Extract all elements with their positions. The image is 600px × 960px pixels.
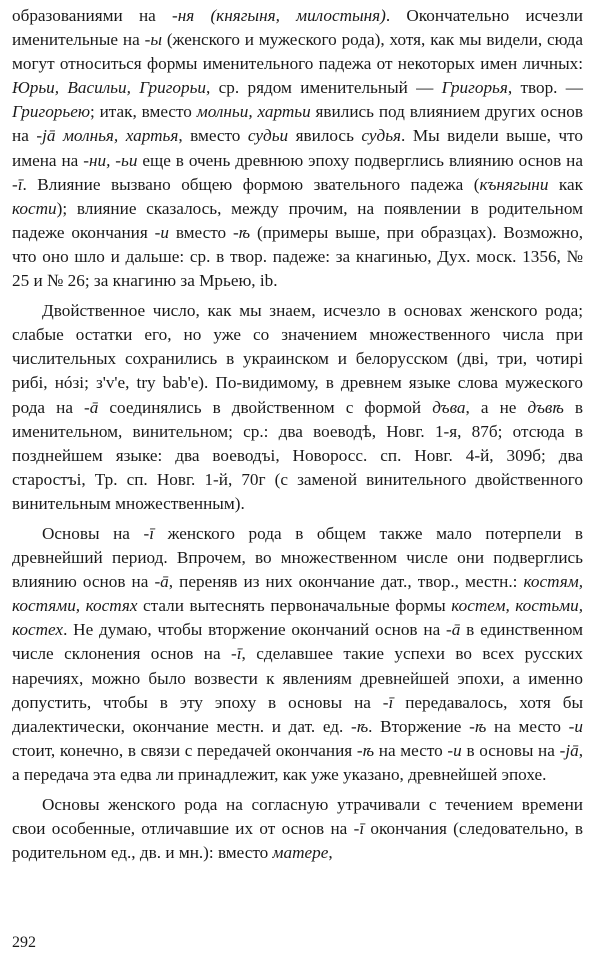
italic-run: -ня (княгыня, милостыня) xyxy=(172,6,386,25)
italic-run: -и xyxy=(447,740,462,760)
italic-run: -ѣ xyxy=(356,740,375,760)
text-run: стоит, конечно, в связи с передачей окончания xyxy=(12,740,357,760)
text-run: женского рода в общем также мало потерпели в древнейший период. Впрочем, во множественном числе они подверглись влиянию основ на xyxy=(12,523,584,592)
italic-run: Григорьею xyxy=(12,102,90,122)
text-run: вместо xyxy=(168,222,233,242)
italic-run: -и xyxy=(568,716,583,736)
italic-run: -ѣ xyxy=(350,716,369,736)
italic-run: -ѣ xyxy=(232,222,251,242)
italic-run: судья xyxy=(361,126,402,146)
italic-run: -ā xyxy=(446,620,461,640)
italic-run: -ī xyxy=(12,174,23,194)
text-run: на место xyxy=(486,716,569,736)
text-run: образованиями на xyxy=(12,6,172,25)
text-run: ); влияние сказалось, между прочим, на появлении в родительном падеже окончания xyxy=(12,198,583,242)
text-run: , твор. — xyxy=(507,78,583,98)
paragraph xyxy=(12,4,583,293)
italic-run: -и xyxy=(154,222,169,242)
text-run: , ср. рядом именительный — xyxy=(206,78,442,98)
text-run: явились под влиянием других основ на xyxy=(12,102,584,146)
italic-run: -jā xyxy=(559,740,579,760)
text-run: . Окончательно исчезли именительные на xyxy=(12,6,583,50)
text-run: Основы женского рода на согласную утрачивали с течением времени свои особенные, отличавшие их от основ на xyxy=(12,795,583,839)
italic-run: -ī xyxy=(143,523,154,543)
text-run: передавалось, хотя бы диалектически, окончание местн. и дат. ед. xyxy=(12,692,584,736)
text-run: , а не xyxy=(465,397,528,417)
paragraph xyxy=(12,299,583,516)
italic-run: кънягыни xyxy=(479,174,549,194)
text-run: окончания (следовательно, в родительном ед., дв. и мн.): вместо xyxy=(12,819,583,863)
text-run: . Влияние вызвано общею формою звательного падежа ( xyxy=(22,174,480,194)
text-run: (женского и мужеского рода), хотя, как мы видели, сюда могут относиться формы именительного падежа от некоторых имен личных: xyxy=(12,30,584,74)
text-run: , сделавшее такие успехи во всех русских наречиях, можно было возвести к явлениям древнейшей эпохи, а именно допустить, чтобы в эту эпоху в основы на xyxy=(12,644,583,712)
italic-run: судьи xyxy=(247,126,289,146)
paragraph xyxy=(12,522,583,787)
text-run: Основы на xyxy=(42,523,144,543)
italic-run: дъвѣ xyxy=(527,397,564,417)
text-run: ; итак, вместо xyxy=(89,102,197,122)
italic-run: -ни, -ьи xyxy=(83,150,138,170)
text-run: соединялись в двойственном с формой xyxy=(98,397,433,417)
italic-run: молньи, хартьи xyxy=(196,102,311,122)
italic-run: -ā xyxy=(154,572,169,592)
italic-run: -ы xyxy=(144,30,162,50)
text-run: , переняв из них окончание дат., твор., местн.: xyxy=(168,572,524,592)
italic-run: матере xyxy=(272,843,329,863)
paragraph xyxy=(12,793,583,865)
italic-run: -jā молнья, хартья xyxy=(36,126,179,146)
italic-run: Юрьи, Васильи, Григорьи xyxy=(12,78,207,98)
text-run: . Не думаю, чтобы вторжение окончаний основ на xyxy=(63,620,447,640)
italic-run: кости xyxy=(12,198,57,218)
text-run: Двойственное число, как мы знаем, исчезло в основах женского рода; слабые остатки его, но уже со значением множественного числа при числительных сохранились в украинском и белорусском (дві, три, чотирі рибі, нóзі; з'v'e, try bab'e). По-видимому, в древнем языке слова мужеского рода на xyxy=(12,301,583,417)
text-run: в основы на xyxy=(461,740,560,760)
text-run: явилось xyxy=(288,126,362,146)
text-run: . Вторжение xyxy=(368,716,470,736)
text-run: как xyxy=(548,174,583,194)
text-run: . Мы видели выше, что имена на xyxy=(12,126,584,170)
italic-run: -ī xyxy=(353,819,365,839)
text-run: (примеры выше, при образцах). Возможно, что оно шло и дальше: ср. в твор. падеже: за кнагинью, Дух. моск. 1356, № 25 и № 26; за кнагиню за Мрьею, ib. xyxy=(12,222,584,291)
italic-run: дъва xyxy=(432,397,466,417)
italic-run: костем, костьми, костех xyxy=(12,596,583,640)
italic-run: -ī xyxy=(382,692,394,712)
italic-run: -ѣ xyxy=(469,716,487,736)
text-run: в именительном, винительном; ср.: два воеводѣ, Новг. 1-я, 87б; отсюда в позднейшем языке: два воеводъі, Новоросс. сп. Новг. 4-й, 309б; два старостъі, Тр. сп. Новг. 1-й, 70г (с заменой винительного двойственного винительным множественным). xyxy=(12,397,583,513)
italic-run: -ī xyxy=(230,644,242,664)
text-run: на место xyxy=(374,740,448,760)
italic-run: Григорья xyxy=(441,78,508,98)
text-run: , вместо xyxy=(178,126,248,146)
text-run: еще в очень древнюю эпоху подверглись влиянию основ на xyxy=(137,150,584,170)
text-run: , xyxy=(328,843,333,863)
text-run: в единственном числе склонения основ на xyxy=(12,620,583,664)
italic-run: костям, костями, костях xyxy=(12,572,583,616)
italic-run: -ā xyxy=(84,397,99,417)
text-run: , а передача эта едва ли принадлежит, как уже указано, древнейшей эпохе. xyxy=(12,740,583,784)
text-run: стали вытеснять первоначальные формы xyxy=(137,596,452,616)
page-number: 292 xyxy=(12,934,36,951)
